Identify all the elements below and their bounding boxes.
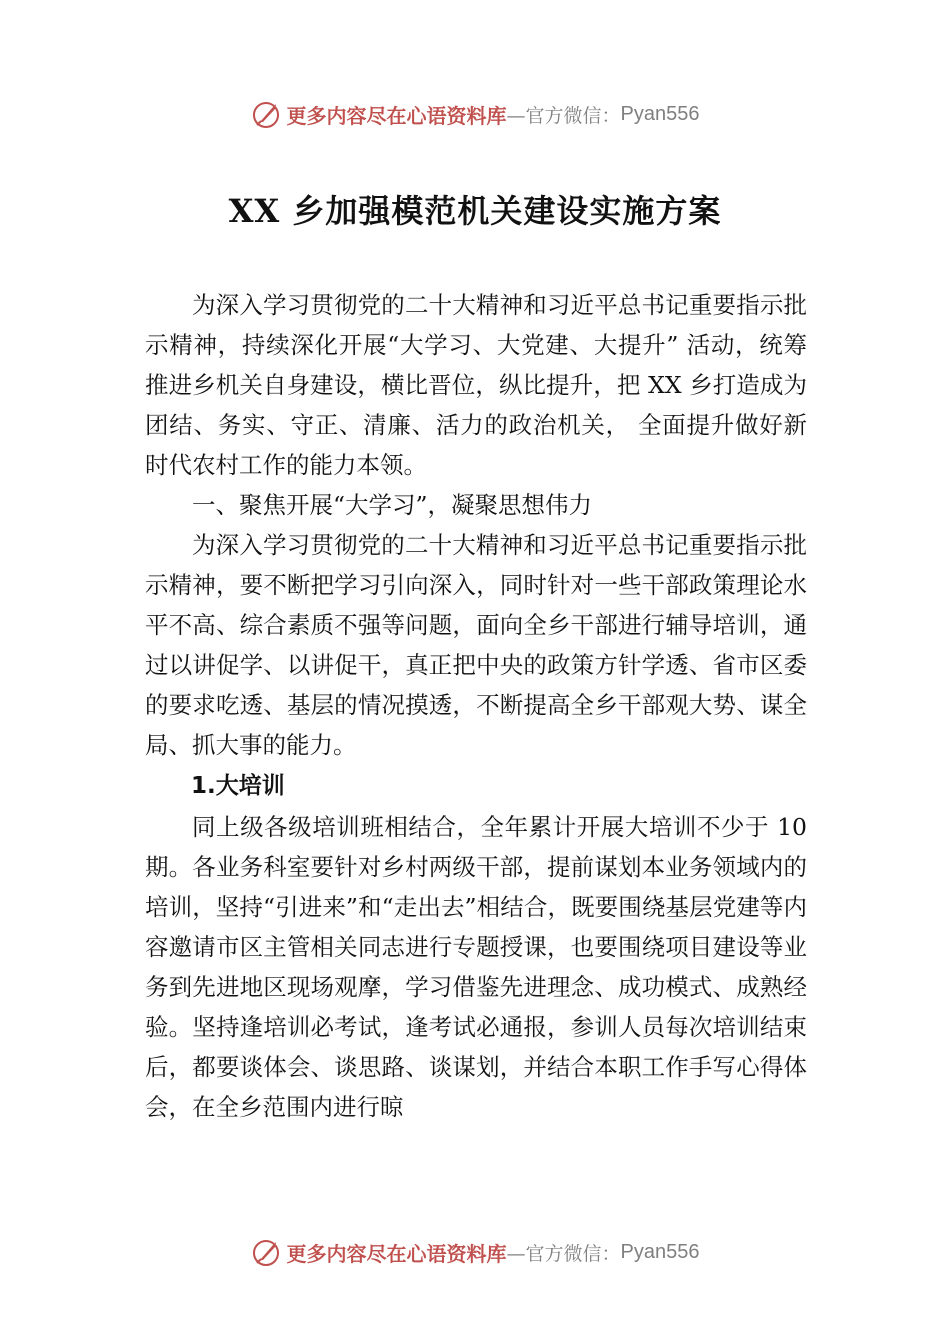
document-body (145, 285, 807, 1127)
watermark-official-text: —官方微信： (506, 1242, 621, 1265)
watermark-library-text: 更多内容尽在心语资料库 (286, 103, 507, 128)
watermark-wechat-id: Pyan556 (620, 1240, 700, 1263)
document-title: XX 乡加强模范机关建设实施方案 (228, 192, 722, 230)
intro-paragraph: 为深入学习贯彻党的二十大精神和习近平总书记重要指示批示精神，持续深化开展“大学习、大党建、大提升” 活动，统筹推进乡机关自身建设，横比晋位，纵比提升，把 XX 乡打造成为团结、务实、守正、清廉、活力的政治机关， 全面提升做好新时代农村工作的能力本领。 (145, 291, 807, 479)
quill-logo-icon (251, 98, 283, 130)
section-heading: 一、聚焦开展“大学习”，凝聚思想伟力 (192, 491, 593, 519)
watermark-library-text: 更多内容尽在心语资料库 (286, 1241, 507, 1266)
footer-watermark (0, 1232, 950, 1272)
watermark-official-text: —官方微信： (506, 104, 621, 127)
subsection-paragraph: 同上级各级培训班相结合，全年累计开展大培训不少于 10 期。各业务科室要针对乡村两级干部，提前谋划本业务领域内的培训，坚持“引进来”和“走出去”相结合，既要围绕基层党建等内容邀请市区主管相关同志进行专题授课，也要围绕项目建设等业务到先进地区现场观摩，学习借鉴先进理念、成功模式、成熟经验。坚持逢培训必考试，逢考试必通报，参训人员每次培训结束后，都要谈体会、谈思路、谈谋划，并结合本职工作手写心得体会，在全乡范围内进行晾 (145, 813, 807, 1121)
section-paragraph: 为深入学习贯彻党的二十大精神和习近平总书记重要指示批示精神，要不断把学习引向深入，同时针对一些干部政策理论水平不高、综合素质不强等问题，面向全乡干部进行辅导培训，通过以讲促学、以讲促干，真正把中央的政策方针学透、省市区委的要求吃透、基层的情况摸透，不断提高全乡干部观大势、谋全局、抓大事的能力。 (145, 531, 807, 759)
quill-logo-icon (251, 1236, 283, 1268)
header-watermark (0, 94, 950, 134)
subsection-heading: 1.大培训 (191, 773, 285, 799)
watermark-wechat-id: Pyan556 (620, 102, 700, 125)
